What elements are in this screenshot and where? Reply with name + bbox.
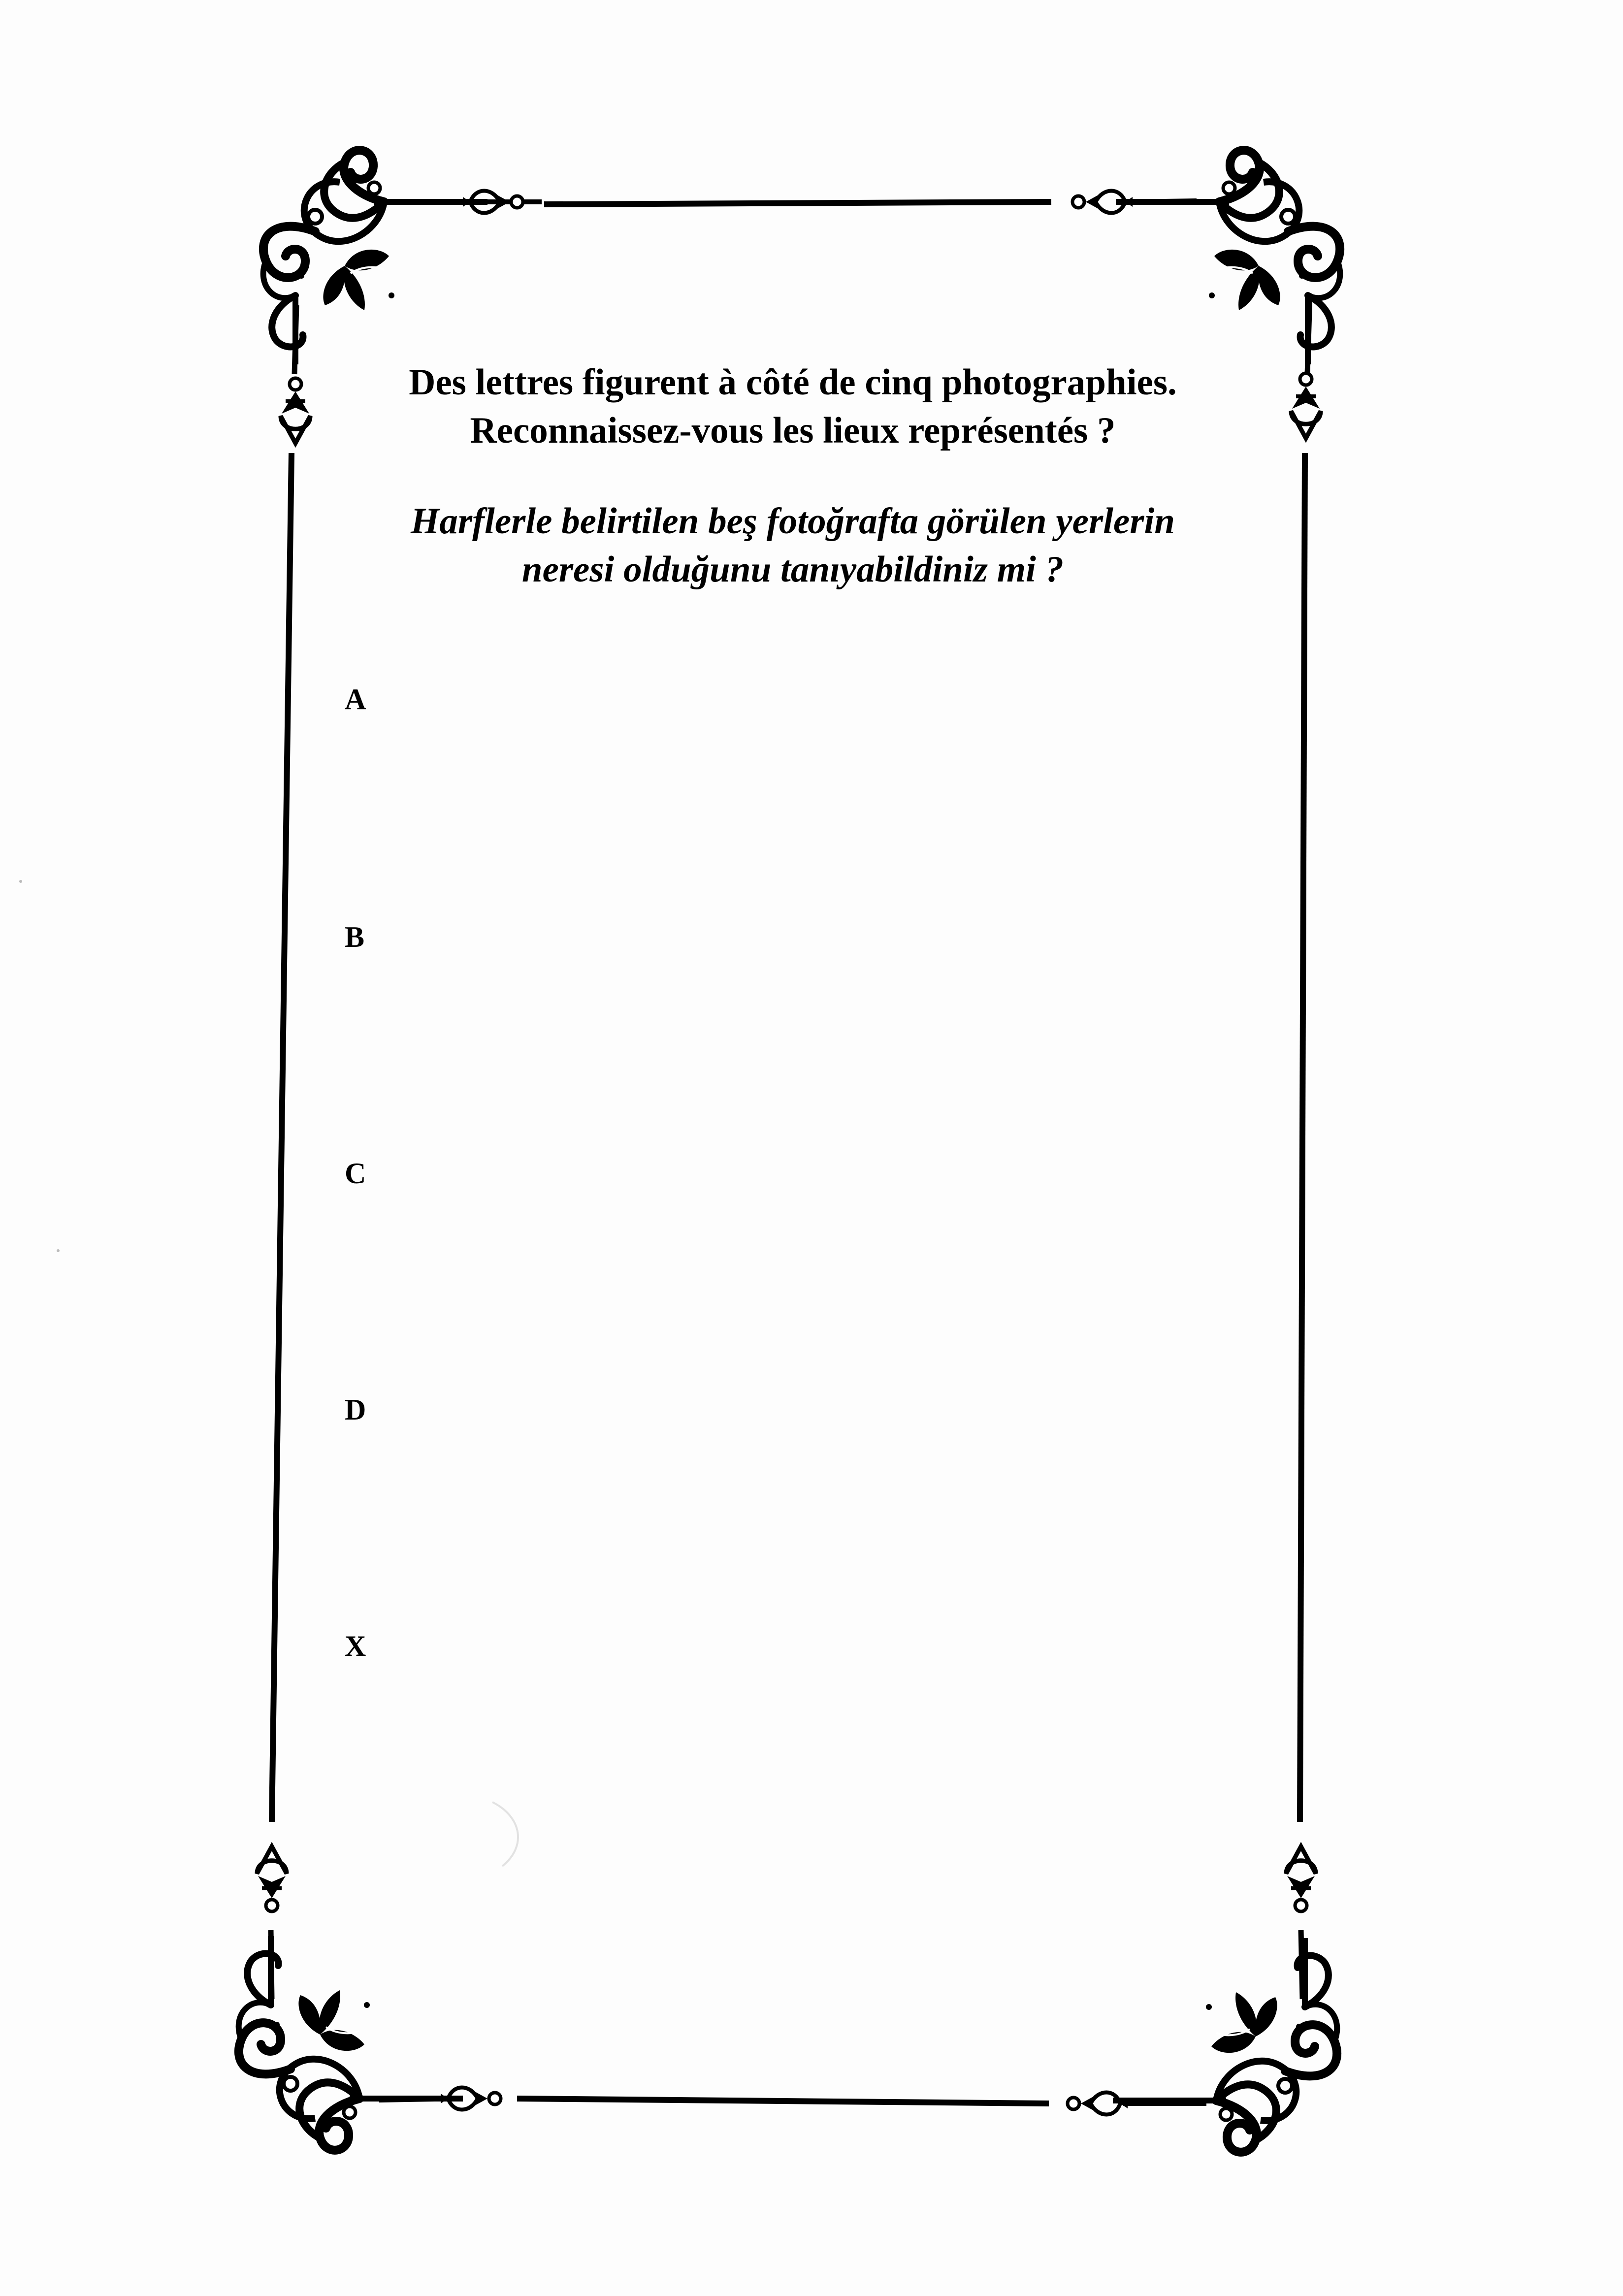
answer-letter-b: B xyxy=(345,921,365,953)
page-heading-turkish xyxy=(315,497,1270,594)
fleuron-icon xyxy=(257,1846,287,1911)
heading-line: neresi olduğunu tanıyabildiniz mi ? xyxy=(521,549,1064,590)
page-heading-french xyxy=(315,358,1270,455)
answer-letter-d: D xyxy=(345,1393,366,1426)
fleuron-icon xyxy=(1291,373,1321,438)
answer-letter-a: A xyxy=(345,683,366,715)
heading-line: Reconnaissez-vous les lieux représentés ? xyxy=(470,410,1116,451)
answer-letter-x: X xyxy=(345,1630,366,1662)
floral-corner-ornament-icon xyxy=(239,1936,463,2150)
heading-line: Des lettres figurent à côté de cinq photographies. xyxy=(409,362,1177,403)
heading-line: Harflerle belirtilen beş fotoğrafta görülen yerlerin xyxy=(410,501,1175,542)
floral-corner-ornament-icon xyxy=(1116,150,1340,364)
fleuron-icon xyxy=(281,378,310,443)
floral-corner-ornament-icon xyxy=(1113,1938,1337,2152)
floral-corner-ornament-icon xyxy=(263,150,487,364)
answer-letter-c: C xyxy=(345,1157,366,1190)
fleuron-icon xyxy=(1286,1846,1316,1911)
